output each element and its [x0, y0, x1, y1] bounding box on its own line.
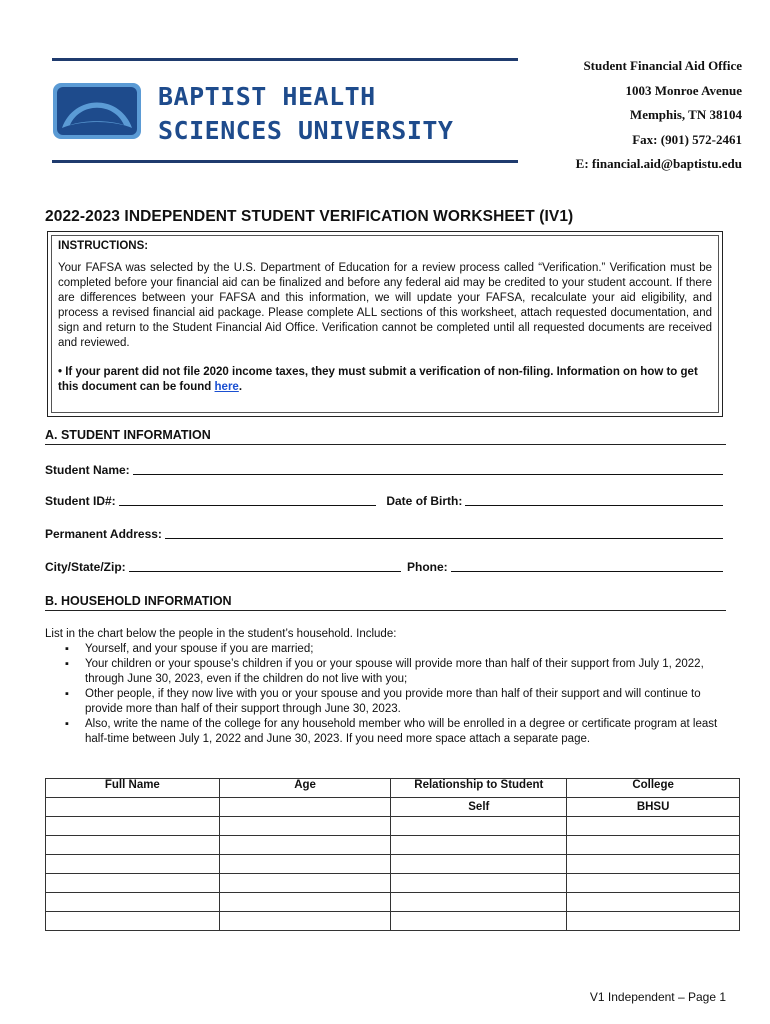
cell-college[interactable] — [567, 855, 740, 874]
cell-age[interactable] — [219, 836, 391, 855]
cell-age[interactable] — [219, 912, 391, 931]
university-logo — [52, 58, 518, 164]
cell-full-name[interactable] — [46, 893, 220, 912]
cell-college: BHSU — [567, 798, 740, 817]
instructions-note-text: • If your parent did not file 2020 income taxes, they must submit a verification of non-filing. Information on how to get this document can be found — [58, 366, 698, 393]
household-table — [45, 778, 740, 931]
cell-age[interactable] — [219, 817, 391, 836]
household-intro: List in the chart below the people in the student’s household. Include: — [45, 628, 397, 640]
header-age: Age — [219, 779, 391, 798]
cell-age[interactable] — [219, 798, 391, 817]
table-row — [46, 893, 740, 912]
logo-rule-bottom — [52, 160, 518, 163]
cell-full-name[interactable] — [46, 874, 220, 893]
university-emblem-icon — [52, 82, 142, 140]
student-name-row — [45, 463, 723, 477]
household-bullet-list — [45, 642, 725, 747]
instructions-note-end: . — [238, 381, 243, 393]
document-title: 2022-2023 INDEPENDENT STUDENT VERIFICATION WORKSHEET (IV1) — [45, 208, 574, 225]
table-row — [46, 855, 740, 874]
cell-age[interactable] — [219, 893, 391, 912]
city-state-zip-field[interactable] — [129, 560, 401, 572]
cell-full-name[interactable] — [46, 817, 220, 836]
student-id-row — [45, 494, 723, 508]
household-bullet: ▪ Your children or your spouse’s children if you or your spouse will provide more than half of their support from July 1, 2022, through June 30, 2023, even if the children do not live with you; — [45, 657, 725, 687]
table-row — [46, 874, 740, 893]
instructions-box — [47, 231, 723, 417]
logo-line-2: SCIENCES UNIVERSITY — [158, 116, 454, 145]
table-row — [46, 836, 740, 855]
household-instructions — [45, 627, 725, 747]
office-address — [576, 54, 742, 177]
cell-relationship: Self — [391, 798, 567, 817]
office-fax: Fax: (901) 572-2461 — [632, 131, 742, 147]
cell-age[interactable] — [219, 874, 391, 893]
cell-college[interactable] — [567, 817, 740, 836]
address-label: Permanent Address: — [45, 527, 162, 541]
instructions-inner — [51, 235, 719, 413]
cell-college[interactable] — [567, 893, 740, 912]
cell-full-name[interactable] — [46, 855, 220, 874]
instructions-note — [58, 365, 712, 395]
logo-rule-top — [52, 58, 518, 61]
table-row — [46, 798, 740, 817]
header-relationship: Relationship to Student — [391, 779, 567, 798]
cell-relationship[interactable] — [391, 817, 567, 836]
address-field[interactable] — [165, 527, 723, 539]
office-street: 1003 Monroe Avenue — [625, 82, 742, 98]
cell-relationship[interactable] — [391, 893, 567, 912]
page-footer: V1 Independent – Page 1 — [589, 990, 726, 1004]
dob-label: Date of Birth: — [386, 494, 463, 508]
phone-field[interactable] — [451, 560, 723, 572]
office-city: Memphis, TN 38104 — [629, 107, 742, 122]
phone-label: Phone: — [407, 560, 448, 574]
section-a-heading: A. STUDENT INFORMATION — [45, 428, 726, 445]
household-bullet: ▪ Other people, if they now live with you or your spouse and you provide more than half of their support and will continue to provide more than half of their support through June 30, 2023. — [45, 687, 725, 717]
address-row — [45, 527, 723, 541]
cell-college[interactable] — [567, 874, 740, 893]
here-link[interactable]: here — [214, 381, 239, 393]
logo-line-1: BAPTIST HEALTH — [158, 82, 376, 111]
header-full-name: Full Name — [46, 779, 220, 798]
cell-full-name[interactable] — [46, 836, 220, 855]
office-name: Student Financial Aid Office — [583, 58, 742, 73]
table-row — [46, 912, 740, 931]
table-row — [46, 817, 740, 836]
instructions-body: Your FAFSA was selected by the U.S. Department of Education for a review process called “Verification.” Verification must be completed before your financial aid can be finalized and before any federal aid may be credited to your student account. If there are differences between your FAFSA and this information, we will update your FAFSA, recalculate your aid eligibility, and process a revised financial aid package. Please complete ALL sections of this worksheet, attach requested documentation, and sign and return to the Student Financial Aid Office. Verification cannot be completed until all requested documents are received and reviewed. — [58, 262, 712, 349]
cell-relationship[interactable] — [391, 874, 567, 893]
university-name — [158, 80, 453, 148]
cell-full-name[interactable] — [46, 912, 220, 931]
student-id-label: Student ID#: — [45, 494, 116, 508]
cell-relationship[interactable] — [391, 836, 567, 855]
city-state-zip-label: City/State/Zip: — [45, 560, 126, 574]
student-name-label: Student Name: — [45, 463, 130, 477]
table-header-row — [46, 779, 740, 798]
section-b-heading: B. HOUSEHOLD INFORMATION — [45, 594, 726, 611]
student-name-field[interactable] — [133, 463, 723, 475]
dob-field[interactable] — [465, 494, 723, 506]
city-state-zip-row — [45, 560, 723, 574]
household-bullet: ▪ Also, write the name of the college for any household member who will be enrolled in a degree or certificate program at least half-time between July 1, 2022 and June 30, 2023. If you need more space attach a separate page. — [45, 717, 725, 747]
cell-age[interactable] — [219, 855, 391, 874]
cell-full-name[interactable] — [46, 798, 220, 817]
cell-relationship[interactable] — [391, 912, 567, 931]
instructions-heading: INSTRUCTIONS: — [58, 240, 149, 252]
cell-college[interactable] — [567, 836, 740, 855]
cell-college[interactable] — [567, 912, 740, 931]
student-id-field[interactable] — [119, 494, 377, 506]
cell-relationship[interactable] — [391, 855, 567, 874]
header-college: College — [567, 779, 740, 798]
household-bullet: ▪ Yourself, and your spouse if you are married; — [45, 642, 725, 657]
office-email: E: financial.aid@baptistu.edu — [575, 156, 742, 171]
